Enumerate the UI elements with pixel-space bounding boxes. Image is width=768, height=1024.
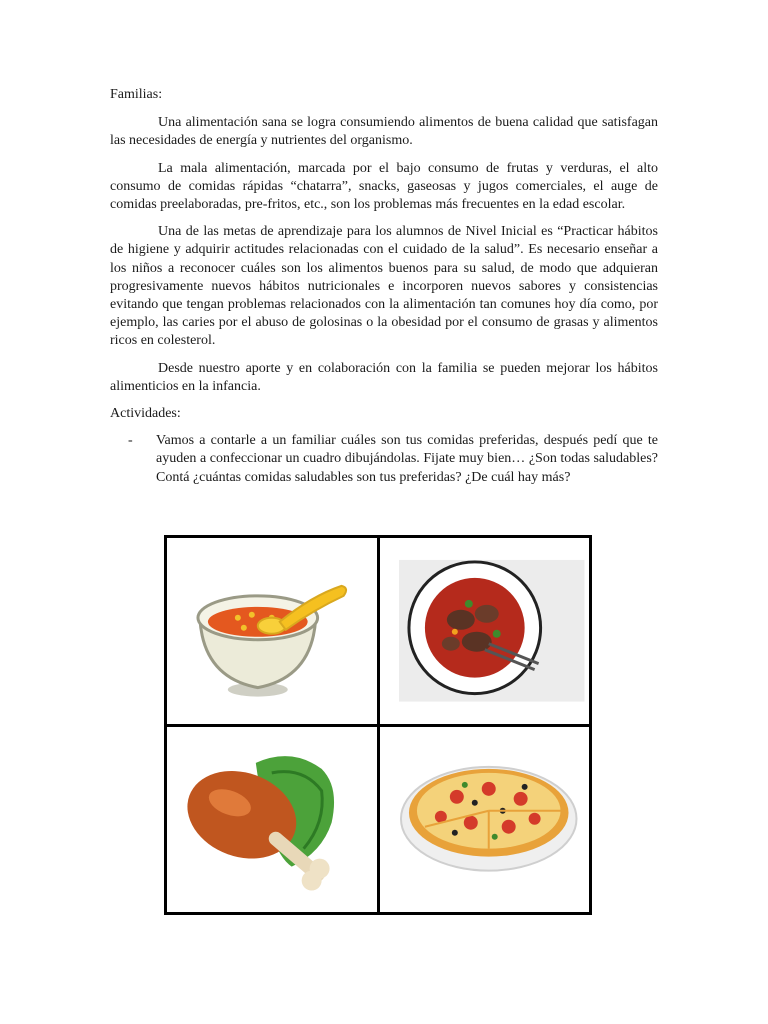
food-cell-soup	[167, 538, 377, 724]
paragraph-4: Desde nuestro aporte y en colaboración con la familia se pueden mejorar los hábitos alimenticios en la infancia.	[110, 360, 658, 394]
meat-stew-plate-icon	[380, 538, 590, 724]
food-cell-chicken	[167, 727, 377, 913]
soup-bowl-icon	[167, 538, 377, 724]
bullet-dash: -	[128, 433, 133, 449]
activity-item	[110, 432, 658, 487]
chicken-leg-icon	[167, 727, 377, 913]
food-grid	[164, 535, 592, 915]
paragraph-3: Una de las metas de aprendizaje para los alumnos de Nivel Inicial es “Practicar hábitos de higiene y adquirir actitudes relacionadas con el cuidado de la salud”. Es necesario enseñar a los niños a reconocer cuáles son los alimentos buenos para su salud, de modo que adquieran progresivamente nuevos hábitos nutricionales e incorporen nuevos sabores y consistencias evitando que tengan problemas relacionados con la alimentación tan comunes hoy día como, por ejemplo, las caries por el abuso de golosinas o la obesidad por el consumo de grasas y alimentos ricos en colesterol.	[110, 224, 658, 349]
document-body	[110, 86, 658, 487]
greeting-heading: Familias:	[110, 87, 163, 102]
pizza-icon	[380, 727, 590, 913]
paragraph-1: Una alimentación sana se logra consumiendo alimentos de buena calidad que satisfagan las necesidades de energía y nutrientes del organismo.	[110, 115, 658, 149]
activities-heading: Actividades:	[110, 406, 181, 422]
food-cell-pizza	[380, 727, 590, 913]
paragraph-2: La mala alimentación, marcada por el bajo consumo de frutas y verduras, el alto consumo de comidas rápidas “chatarra”, snacks, gaseosas y jugos comerciales, el auge de comidas preelaboradas, pre-fritos, etc., son los problemas más frecuentes en la edad escolar.	[110, 160, 658, 213]
food-cell-stew	[380, 538, 590, 724]
activity-text: Vamos a contarle a un familiar cuáles son tus comidas preferidas, después pedí que te ayuden a confeccionar un cuadro dibujándolas. Fijate muy bien… ¿Son todas saludables? Contá ¿cuántas comidas saludables son tus preferidas? ¿De cuál hay más?	[156, 433, 658, 485]
